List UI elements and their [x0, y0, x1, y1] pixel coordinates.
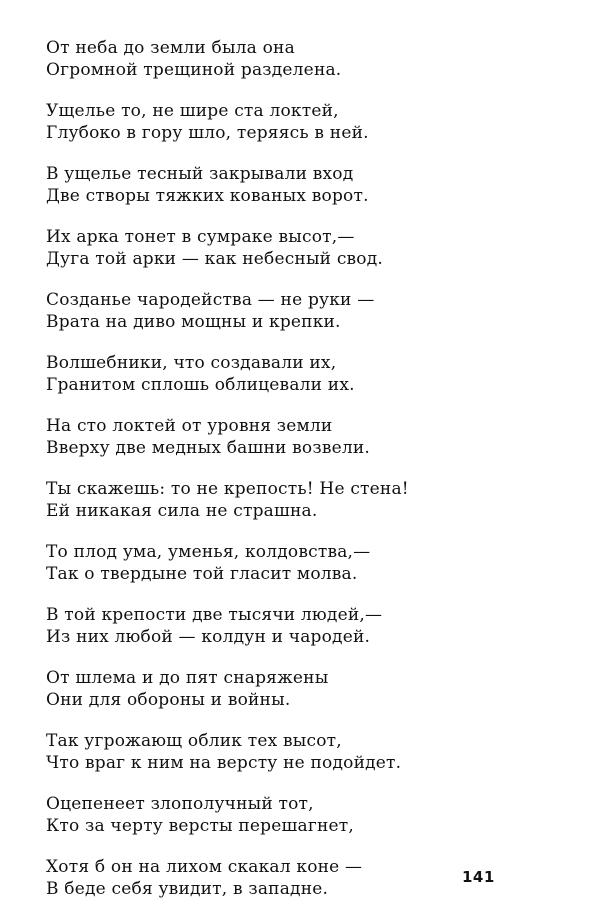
- poem-line: Волшебники, что создавали их,: [46, 353, 337, 373]
- poem-text: [46, 38, 566, 920]
- poem-line: Их арка тонет в сумраке высот,—: [46, 227, 355, 247]
- stanza: [46, 731, 566, 774]
- poem-line: Глубоко в гору шло, теряясь в ней.: [46, 122, 369, 143]
- poem-line: Что враг к ним на версту не подойдет.: [46, 752, 402, 773]
- poem-line: Оцепенеет злополучный тот,: [46, 794, 314, 814]
- stanza: [46, 290, 566, 333]
- poem-line: Вверху две медных башни возвели.: [46, 437, 370, 458]
- page-number: 141: [462, 868, 495, 886]
- poem-line: Из них любой — колдун и чародей.: [46, 626, 371, 647]
- stanza: [46, 353, 566, 396]
- poem-line: На сто локтей от уровня земли: [46, 416, 333, 436]
- stanza: [46, 416, 566, 459]
- poem-line: Ты скажешь: то не крепость! Не стена!: [46, 479, 409, 499]
- poem-line: В ущелье тесный закрывали вход: [46, 164, 354, 184]
- poem-line: Огромной трещиной разделена.: [46, 59, 342, 80]
- stanza: [46, 227, 566, 270]
- poem-line: Хотя б он на лихом скакал коне —: [46, 857, 363, 877]
- poem-line: В той крепости две тысячи людей,—: [46, 605, 383, 625]
- poem-line: Ей никакая сила не страшна.: [46, 500, 318, 521]
- stanza: [46, 101, 566, 144]
- poem-line: Так угрожающ облик тех высот,: [46, 731, 342, 751]
- stanza: [46, 605, 566, 648]
- poem-line: Дуга той арки — как небесный свод.: [46, 248, 384, 269]
- poem-line: То плод ума, уменья, колдовства,—: [46, 542, 371, 562]
- poem-line: Кто за черту версты перешагнет,: [46, 815, 354, 836]
- poem-line: Гранитом сплошь облицевали их.: [46, 374, 355, 395]
- poem-line: Созданье чародейства — не руки —: [46, 290, 375, 310]
- stanza: [46, 479, 566, 522]
- stanza: [46, 164, 566, 207]
- stanza: [46, 668, 566, 711]
- stanza: [46, 794, 566, 837]
- poem-line: Врата на диво мощны и крепки.: [46, 311, 341, 332]
- stanza: [46, 38, 566, 81]
- poem-line: В беде себя увидит, в западне.: [46, 878, 329, 899]
- poem-line: Две створы тяжких кованых ворот.: [46, 185, 369, 206]
- poem-line: От шлема и до пят снаряжены: [46, 668, 329, 688]
- poem-line: Ущелье то, не шире ста локтей,: [46, 101, 339, 121]
- poem-line: Так о твердыне той гласит молва.: [46, 563, 358, 584]
- stanza: [46, 542, 566, 585]
- poem-line: Они для обороны и войны.: [46, 689, 291, 710]
- poem-line: От неба до земли была она: [46, 38, 295, 58]
